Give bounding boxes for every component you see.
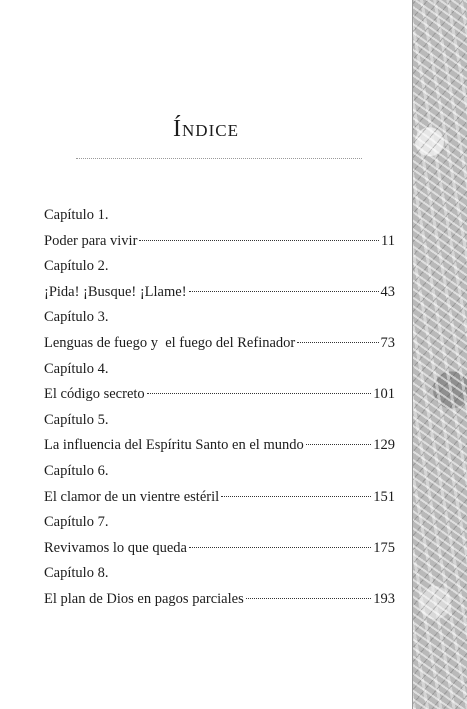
toc-entry[interactable] <box>44 229 395 255</box>
chapter-label: Capítulo 5. <box>44 411 109 428</box>
toc-entry-page: 193 <box>373 590 395 607</box>
toc-entry-page: 11 <box>381 232 395 249</box>
decorative-page-edge <box>412 0 467 709</box>
toc-entry-title: El plan de Dios en pagos parciales <box>44 590 244 607</box>
toc-entry-title: Revivamos lo que queda <box>44 539 187 556</box>
chapter-label: Capítulo 7. <box>44 514 109 531</box>
toc-entry-page: 151 <box>373 488 395 505</box>
dot-leader <box>147 393 372 394</box>
toc-entry-title: El clamor de un vientre estéril <box>44 488 220 505</box>
dot-leader <box>139 240 379 241</box>
toc-entry[interactable] <box>44 280 395 306</box>
dot-leader <box>246 598 372 599</box>
toc-entry-page: 175 <box>373 539 395 556</box>
toc-entry[interactable] <box>44 485 395 511</box>
dot-leader <box>306 444 372 445</box>
toc-entry-title: El código secreto <box>44 386 145 403</box>
dot-leader <box>297 342 378 343</box>
toc-entry-title: La influencia del Espíritu Santo en el mundo <box>44 437 304 454</box>
toc-entry-page: 43 <box>380 283 395 300</box>
title-divider <box>76 158 362 159</box>
toc-entry[interactable] <box>44 587 395 613</box>
toc-entry-page: 73 <box>380 334 395 351</box>
toc-entry[interactable] <box>44 433 395 459</box>
toc-entry-title: ¡Pida! ¡Busque! ¡Llame! <box>44 283 187 300</box>
toc-entry-page: 129 <box>373 437 395 454</box>
chapter-label: Capítulo 1. <box>44 207 109 223</box>
dot-leader <box>189 291 379 292</box>
chapter-label: Capítulo 4. <box>44 360 109 377</box>
chapter-label: Capítulo 3. <box>44 309 109 326</box>
toc-entry[interactable] <box>44 382 395 408</box>
chapter-label: Capítulo 6. <box>44 462 109 479</box>
toc-entry-page: 101 <box>373 386 395 403</box>
dot-leader <box>221 496 371 497</box>
chapter-label: Capítulo 2. <box>44 258 109 275</box>
toc-entry-title: Poder para vivir <box>44 232 138 249</box>
dot-leader <box>189 547 371 548</box>
table-of-contents <box>44 203 395 613</box>
chapter-label: Capítulo 8. <box>44 565 109 582</box>
toc-entry[interactable] <box>44 331 395 357</box>
page-title: Índice <box>173 116 239 142</box>
toc-entry[interactable] <box>44 536 395 562</box>
toc-entry-title: Lenguas de fuego y el fuego del Refinador <box>44 334 296 351</box>
